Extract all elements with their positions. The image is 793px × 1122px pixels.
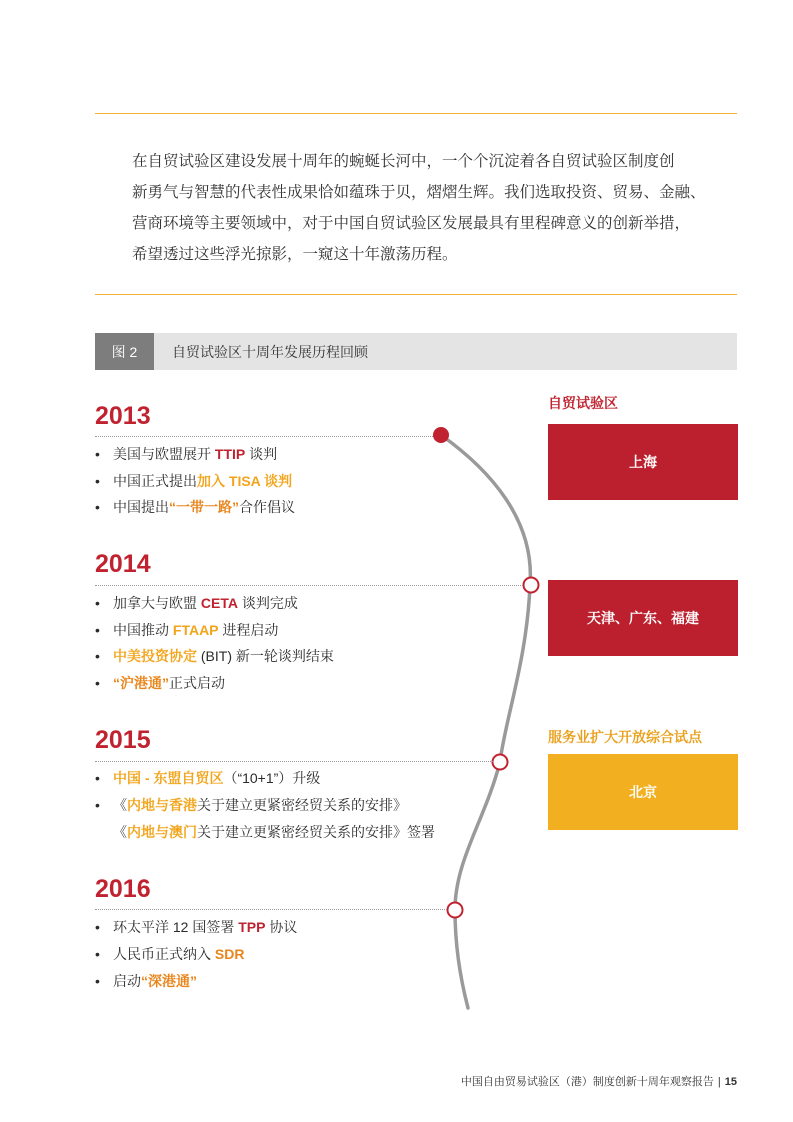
footer-separator: | <box>717 1076 721 1088</box>
dotted-divider <box>95 585 523 586</box>
list-item: • 美国与欧盟展开 TTIP 谈判 <box>95 446 278 462</box>
dotted-divider <box>95 436 433 437</box>
region-box-beijing: 北京 <box>548 754 738 830</box>
list-item: • 中国提出“一带一路”合作倡议 <box>95 499 295 515</box>
intro-line: 希望透过这些浮光掠影，一窥这十年激荡历程。 <box>132 246 458 263</box>
list-item: 《内地与澳门关于建立更紧密经贸关系的安排》签署 <box>113 824 435 840</box>
category-label-service-pilot: 服务业扩大开放综合试点 <box>548 729 702 745</box>
list-item: • 《内地与香港关于建立更紧密经贸关系的安排》 <box>95 797 407 813</box>
page-number: 15 <box>724 1076 737 1088</box>
intro-line: 营商环境等主要领域中，对于中国自贸试验区发展最具有里程碑意义的创新举措， <box>132 215 691 232</box>
timeline-node-2016 <box>448 903 463 918</box>
list-item: • 加拿大与欧盟 CETA 谈判完成 <box>95 595 298 611</box>
timeline-node-2015 <box>493 755 508 770</box>
region-box-shanghai: 上海 <box>548 424 738 500</box>
list-item: • 中美投资协定 (BIT) 新一轮谈判结束 <box>95 648 334 664</box>
year-2013: 2013 <box>95 402 151 430</box>
page-footer <box>440 1073 737 1089</box>
list-item: • 中国正式提出加入 TISA 谈判 <box>95 473 293 489</box>
timeline-node-2013 <box>433 427 449 443</box>
list-item: • 人民币正式纳入 SDR <box>95 946 245 962</box>
category-label-ftz: 自贸试验区 <box>548 395 618 411</box>
list-item: • 环太平洋 12 国签署 TPP 协议 <box>95 919 298 935</box>
intro-line: 新勇气与智慧的代表性成果恰如蕴珠于贝，熠熠生辉。我们选取投资、贸易、金融、 <box>132 184 706 201</box>
figure-title: 自贸试验区十周年发展历程回顾 <box>172 343 368 360</box>
list-item: • 启动“深港通” <box>95 973 197 989</box>
year-2016: 2016 <box>95 875 151 903</box>
dotted-divider <box>95 761 493 762</box>
intro-line: 在自贸试验区建设发展十周年的蜿蜒长河中，一个个沉淀着各自贸试验区制度创 <box>132 153 675 170</box>
region-box-tianjin-guangdong-fujian: 天津、广东、福建 <box>548 580 738 656</box>
list-item: • 中国推动 FTAAP 进程启动 <box>95 622 279 638</box>
timeline-node-2014 <box>524 578 539 593</box>
year-2015: 2015 <box>95 726 151 754</box>
list-item: • 中国 - 东盟自贸区（“10+1”）升级 <box>95 770 321 786</box>
figure-number: 图 2 <box>95 333 154 370</box>
footer-title: 中国自由贸易试验区（港）制度创新十周年观察报告 <box>460 1076 714 1088</box>
dotted-divider <box>95 909 447 910</box>
list-item: • “沪港通”正式启动 <box>95 675 225 691</box>
year-2014: 2014 <box>95 550 151 578</box>
